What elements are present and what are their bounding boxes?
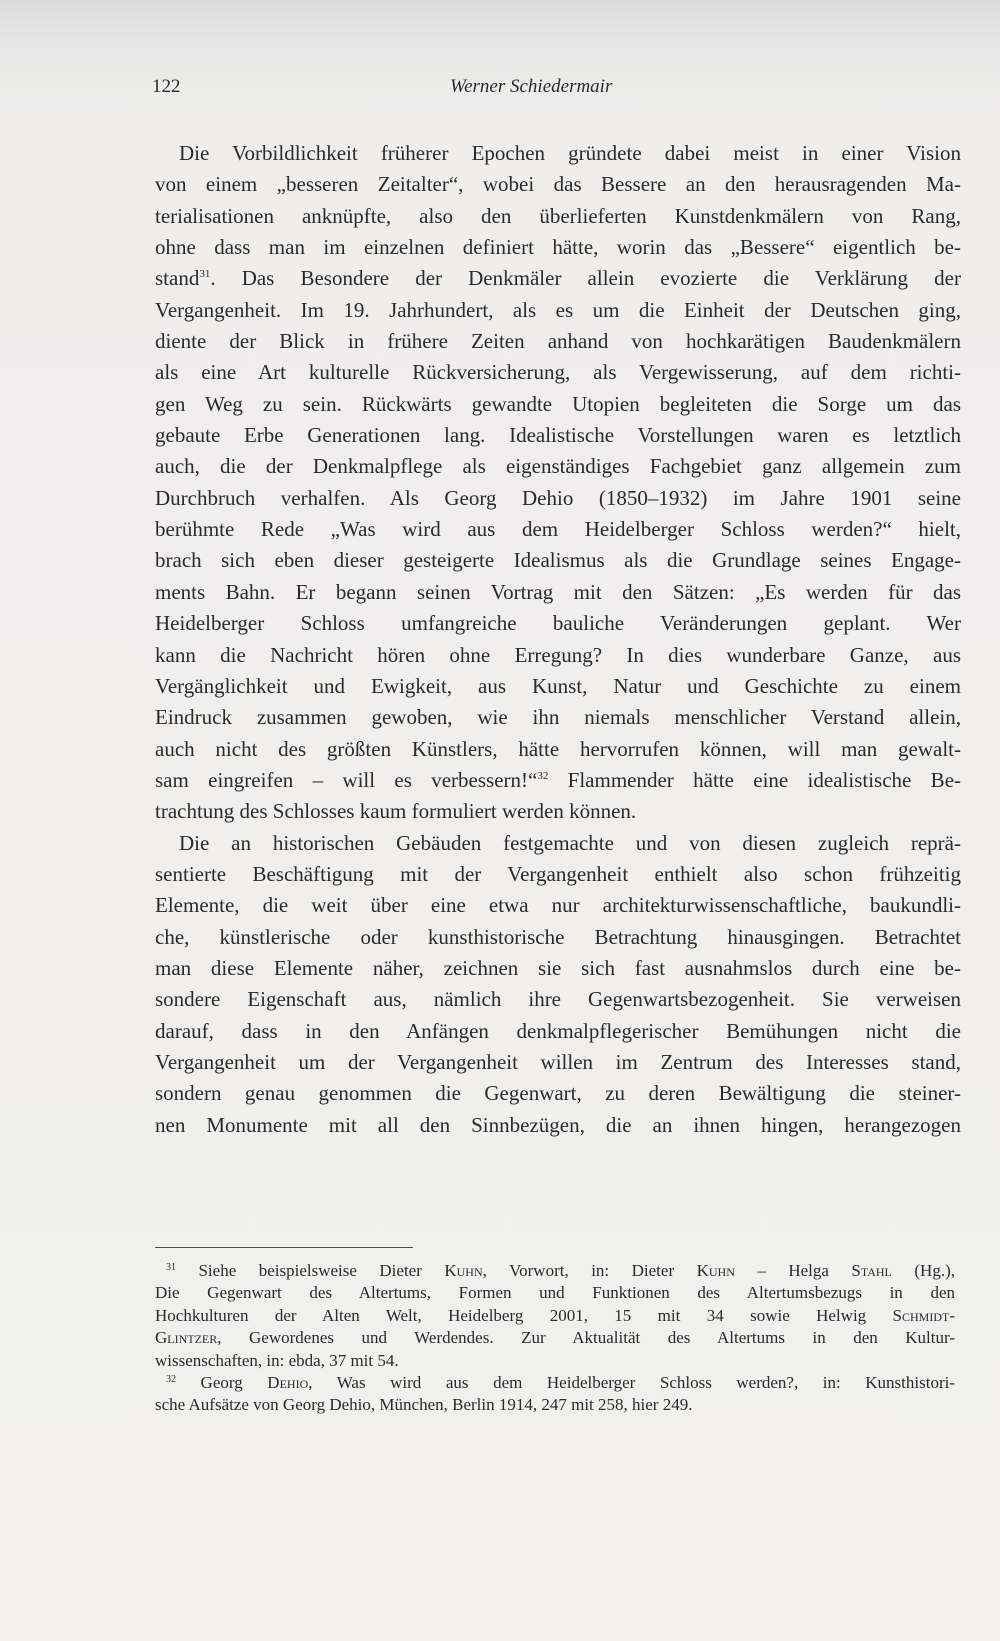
body-line: Vergangenheit. Im 19. Jahrhundert, als es um die Einheit der Deutschen ging, (155, 297, 961, 322)
author-name: Stahl (851, 1261, 892, 1280)
body-line: che, künstlerische oder kunsthistorische Betrachtung hinausgingen. Betrachtet (155, 924, 961, 949)
footnote-text: , Was wird aus dem Heidelberger Schloss werden?, in: Kunsthistori- (308, 1372, 955, 1392)
footnote-ref-32: 32 (537, 769, 549, 782)
author-name: Kuhn (696, 1261, 735, 1280)
footnote-text: , Vorwort, in: Dieter (482, 1261, 697, 1280)
footnote-divider (155, 1247, 413, 1248)
body-line: ohne dass man im einzelnen definiert hätte, worin das „Bessere“ eigentlich be- (155, 235, 961, 260)
page-header (152, 76, 650, 102)
body-line: Heidelberger Schloss umfangreiche bauliche Veränderungen geplant. Wer (155, 611, 961, 636)
body-line: als eine Art kulturelle Rückversicherung, als Vergewisserung, auf dem richti- (155, 360, 961, 385)
footnotes (155, 1260, 955, 1417)
footnote-ref-31: 31 (199, 268, 211, 281)
body-line: terialisationen anknüpfte, also den überlieferten Kunstdenkmälern von Rang, (155, 203, 961, 228)
body-line: Die Vorbildlichkeit früherer Epochen gründete dabei meist in einer Vision (179, 141, 961, 165)
body-line: Eindruck zusammen gewoben, wie ihn niemals menschlicher Verstand allein, (155, 705, 961, 730)
footnote-number: 31 (166, 1262, 176, 1273)
footnote-line: sche Aufsätze von Georg Dehio, München, Berlin 1914, 247 mit 258, hier 249. (155, 1395, 693, 1415)
body-line: nen Monumente mit all den Sinnbezügen, die an ihnen hingen, herangezogen (155, 1112, 961, 1137)
footnote-text: Georg (176, 1372, 268, 1392)
body-line: Elemente, die weit über eine etwa nur architekturwissenschaftliche, baukundli- (155, 893, 961, 918)
body-line: sondern genau genommen die Gegenwart, zu deren Bewältigung die steiner- (155, 1081, 961, 1106)
body-line: darauf, dass in den Anfängen denkmalpflegerischer Bemühungen nicht die (155, 1018, 961, 1043)
body-text (155, 138, 961, 1141)
body-line (155, 263, 961, 294)
footnote-text: , Gewordenes und Werdendes. Zur Aktualität des Altertums in den Kultur- (217, 1328, 955, 1348)
footnote-number: 32 (166, 1373, 176, 1385)
body-line: kann die Nachricht hören ohne Erregung? In dies wunderbare Ganze, aus (155, 642, 961, 667)
body-line: diente der Blick in frühere Zeiten anhand von hochkarätigen Baudenkmälern (155, 329, 961, 354)
footnote-line: wissenschaften, in: ebda, 37 mit 54. (155, 1350, 399, 1370)
footnote-line (155, 1327, 955, 1349)
author-name: Schmidt- (892, 1305, 955, 1325)
footnote-line (155, 1305, 955, 1327)
body-line: brach sich eben dieser gesteigerte Idealismus als die Grundlage seines Engage- (155, 548, 961, 573)
body-line: von einem „besseren Zeitalter“, wobei das Bessere an den herausragenden Ma- (155, 172, 961, 197)
author-name: Glintzer (155, 1328, 218, 1348)
body-line: auch nicht des größten Künstlers, hätte hervorrufen können, will man gewalt- (155, 736, 961, 761)
body-line: berühmte Rede „Was wird aus dem Heidelberger Schloss werden?“ hielt, (155, 517, 961, 542)
body-line: man diese Elemente näher, zeichnen sie sich fast ausnahmslos durch eine be- (155, 955, 961, 980)
body-line: sondere Eigenschaft aus, nämlich ihre Gegenwartsbezogenheit. Sie verweisen (155, 987, 961, 1012)
body-line: Durchbruch verhalfen. Als Georg Dehio (1850–1932) im Jahre 1901 seine (155, 485, 961, 510)
body-line: Die an historischen Gebäuden festgemachte und von diesen zugleich reprä- (179, 830, 961, 855)
body-line: gebaute Erbe Generationen lang. Idealistische Vorstellungen waren es letztlich (155, 423, 961, 448)
body-line-text: . Das Besondere der Denkmäler allein evozierte die Verklärung der (210, 266, 961, 291)
footnote-text: (Hg.), (891, 1261, 955, 1280)
body-line: Vergangenheit um der Vergangenheit willen im Zentrum des Interesses stand, (155, 1049, 961, 1074)
footnote-line: Die Gegenwart des Altertums, Formen und Funktionen des Altertumsbezugs in den (155, 1283, 955, 1303)
body-line-text: Flammender hätte eine idealistische Be- (548, 767, 962, 792)
footnote-text: Siehe beispielsweise Dieter (176, 1261, 445, 1280)
body-line: sentierte Beschäftigung mit der Vergangenheit enthielt also schon frühzeitig (155, 861, 961, 886)
running-head-author: Werner Schiedermair (450, 76, 613, 97)
body-line-text: sam eingreifen – will es verbessern!“ (155, 767, 538, 792)
footnote-text: Hochkulturen der Alten Welt, Heidelberg 2001, 15 mit 34 sowie Helwig (155, 1305, 893, 1325)
body-line: Vergänglichkeit und Ewigkeit, aus Kunst, Natur und Geschichte zu einem (155, 673, 961, 698)
author-name: Dehio (267, 1372, 309, 1392)
body-line: gen Weg zu sein. Rückwärts gewandte Utopien begleiteten die Sorge um das (155, 391, 961, 416)
footnote-text: – Helga (734, 1261, 852, 1280)
body-line-text: stand (155, 266, 200, 291)
body-line: ments Bahn. Er begann seinen Vortrag mit den Sätzen: „Es werden für das (155, 579, 961, 604)
footnote-32 (155, 1372, 955, 1394)
body-line: trachtung des Schlosses kaum formuliert werden können. (155, 799, 637, 824)
author-name: Kuhn (444, 1261, 483, 1280)
body-line: auch, die der Denkmalpflege als eigenständiges Fachgebiet ganz allgemein zum (155, 454, 961, 479)
page-number: 122 (152, 76, 181, 97)
body-line (155, 765, 961, 796)
footnote-31 (155, 1260, 955, 1282)
